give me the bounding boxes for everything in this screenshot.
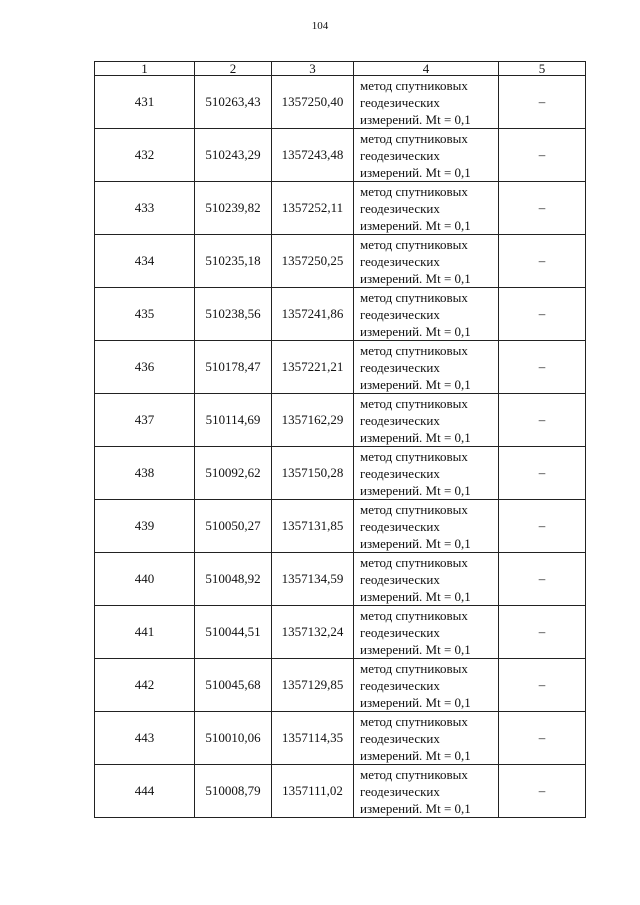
method-text-line: метод спутниковых — [360, 448, 468, 464]
method-text-line: геодезических — [360, 783, 440, 799]
x-coordinate-cell: 510050,27 — [195, 500, 272, 553]
coordinates-table — [94, 61, 586, 818]
method-text-line: измерений. Mt = 0,1 — [360, 535, 471, 551]
method-text-line: геодезических — [360, 412, 440, 428]
x-coordinate-cell: 510044,51 — [195, 606, 272, 659]
y-coordinate-cell: 1357132,24 — [272, 606, 354, 659]
method-cell — [354, 553, 499, 606]
table-row — [95, 288, 586, 341]
table-row — [95, 606, 586, 659]
method-text-line: геодезических — [360, 253, 440, 269]
method-cell — [354, 76, 499, 129]
method-cell — [354, 341, 499, 394]
method-text-line: геодезических — [360, 518, 440, 534]
x-coordinate-cell: 510263,43 — [195, 76, 272, 129]
point-number-cell: 438 — [95, 447, 195, 500]
method-text-line: измерений. Mt = 0,1 — [360, 641, 471, 657]
column-header-5: 5 — [499, 62, 586, 76]
column-header-1: 1 — [95, 62, 195, 76]
table-row — [95, 129, 586, 182]
page-number: 104 — [311, 20, 329, 32]
note-cell: – — [499, 76, 586, 129]
y-coordinate-cell: 1357250,25 — [272, 235, 354, 288]
column-header-3: 3 — [272, 62, 354, 76]
x-coordinate-cell: 510235,18 — [195, 235, 272, 288]
method-text-line: геодезических — [360, 94, 440, 110]
method-text-line: измерений. Mt = 0,1 — [360, 588, 471, 604]
point-number-cell: 443 — [95, 712, 195, 765]
point-number-cell: 437 — [95, 394, 195, 447]
table-row — [95, 235, 586, 288]
table-row — [95, 765, 586, 818]
method-text-line: измерений. Mt = 0,1 — [360, 800, 471, 816]
x-coordinate-cell: 510243,29 — [195, 129, 272, 182]
x-coordinate-cell: 510092,62 — [195, 447, 272, 500]
column-header-4: 4 — [354, 62, 499, 76]
method-text-line: измерений. Mt = 0,1 — [360, 747, 471, 763]
note-cell: – — [499, 288, 586, 341]
note-cell: – — [499, 129, 586, 182]
note-cell: – — [499, 659, 586, 712]
y-coordinate-cell: 1357129,85 — [272, 659, 354, 712]
y-coordinate-cell: 1357150,28 — [272, 447, 354, 500]
method-text-line: геодезических — [360, 147, 440, 163]
note-cell: – — [499, 341, 586, 394]
note-cell: – — [499, 606, 586, 659]
method-text-line: метод спутниковых — [360, 130, 468, 146]
header-row — [95, 62, 586, 76]
note-cell: – — [499, 394, 586, 447]
method-text-line: геодезических — [360, 677, 440, 693]
method-text-line: метод спутниковых — [360, 607, 468, 623]
x-coordinate-cell: 510010,06 — [195, 712, 272, 765]
method-cell — [354, 182, 499, 235]
method-text-line: геодезических — [360, 200, 440, 216]
method-text-line: метод спутниковых — [360, 77, 468, 93]
x-coordinate-cell: 510008,79 — [195, 765, 272, 818]
table-row — [95, 553, 586, 606]
note-cell: – — [499, 235, 586, 288]
table-row — [95, 394, 586, 447]
x-coordinate-cell: 510239,82 — [195, 182, 272, 235]
y-coordinate-cell: 1357241,86 — [272, 288, 354, 341]
method-text-line: измерений. Mt = 0,1 — [360, 429, 471, 445]
method-text-line: измерений. Mt = 0,1 — [360, 217, 471, 233]
method-text-line: метод спутниковых — [360, 554, 468, 570]
method-cell — [354, 129, 499, 182]
method-text-line: измерений. Mt = 0,1 — [360, 694, 471, 710]
point-number-cell: 442 — [95, 659, 195, 712]
method-text-line: геодезических — [360, 465, 440, 481]
point-number-cell: 439 — [95, 500, 195, 553]
method-cell — [354, 765, 499, 818]
x-coordinate-cell: 510045,68 — [195, 659, 272, 712]
point-number-cell: 432 — [95, 129, 195, 182]
table-header — [95, 62, 586, 76]
method-text-line: метод спутниковых — [360, 342, 468, 358]
point-number-cell: 436 — [95, 341, 195, 394]
method-text-line: геодезических — [360, 624, 440, 640]
method-text-line: измерений. Mt = 0,1 — [360, 270, 471, 286]
y-coordinate-cell: 1357250,40 — [272, 76, 354, 129]
method-text-line: метод спутниковых — [360, 660, 468, 676]
method-text-line: метод спутниковых — [360, 236, 468, 252]
table-row — [95, 447, 586, 500]
note-cell: – — [499, 182, 586, 235]
method-text-line: метод спутниковых — [360, 289, 468, 305]
method-text-line: метод спутниковых — [360, 395, 468, 411]
note-cell: – — [499, 712, 586, 765]
method-text-line: геодезических — [360, 306, 440, 322]
y-coordinate-cell: 1357131,85 — [272, 500, 354, 553]
method-cell — [354, 394, 499, 447]
table-row — [95, 182, 586, 235]
point-number-cell: 431 — [95, 76, 195, 129]
note-cell: – — [499, 553, 586, 606]
note-cell: – — [499, 447, 586, 500]
y-coordinate-cell: 1357252,11 — [272, 182, 354, 235]
method-cell — [354, 288, 499, 341]
y-coordinate-cell: 1357221,21 — [272, 341, 354, 394]
point-number-cell: 434 — [95, 235, 195, 288]
x-coordinate-cell: 510048,92 — [195, 553, 272, 606]
table-row — [95, 500, 586, 553]
method-cell — [354, 235, 499, 288]
method-text-line: метод спутниковых — [360, 766, 468, 782]
method-text-line: измерений. Mt = 0,1 — [360, 376, 471, 392]
table-row — [95, 341, 586, 394]
point-number-cell: 435 — [95, 288, 195, 341]
y-coordinate-cell: 1357114,35 — [272, 712, 354, 765]
method-text-line: геодезических — [360, 571, 440, 587]
note-cell: – — [499, 765, 586, 818]
point-number-cell: 441 — [95, 606, 195, 659]
table-row — [95, 76, 586, 129]
method-text-line: геодезических — [360, 730, 440, 746]
method-text-line: измерений. Mt = 0,1 — [360, 482, 471, 498]
method-cell — [354, 712, 499, 765]
method-text-line: геодезических — [360, 359, 440, 375]
x-coordinate-cell: 510114,69 — [195, 394, 272, 447]
point-number-cell: 444 — [95, 765, 195, 818]
y-coordinate-cell: 1357162,29 — [272, 394, 354, 447]
y-coordinate-cell: 1357134,59 — [272, 553, 354, 606]
note-cell: – — [499, 500, 586, 553]
point-number-cell: 433 — [95, 182, 195, 235]
x-coordinate-cell: 510238,56 — [195, 288, 272, 341]
x-coordinate-cell: 510178,47 — [195, 341, 272, 394]
table-body — [95, 76, 586, 818]
method-text-line: измерений. Mt = 0,1 — [360, 323, 471, 339]
point-number-cell: 440 — [95, 553, 195, 606]
table-row — [95, 712, 586, 765]
method-text-line: метод спутниковых — [360, 501, 468, 517]
method-text-line: метод спутниковых — [360, 713, 468, 729]
method-text-line: измерений. Mt = 0,1 — [360, 164, 471, 180]
method-cell — [354, 659, 499, 712]
method-text-line: измерений. Mt = 0,1 — [360, 111, 471, 127]
method-cell — [354, 447, 499, 500]
column-header-2: 2 — [195, 62, 272, 76]
y-coordinate-cell: 1357243,48 — [272, 129, 354, 182]
method-cell — [354, 606, 499, 659]
method-text-line: метод спутниковых — [360, 183, 468, 199]
table-row — [95, 659, 586, 712]
y-coordinate-cell: 1357111,02 — [272, 765, 354, 818]
method-cell — [354, 500, 499, 553]
